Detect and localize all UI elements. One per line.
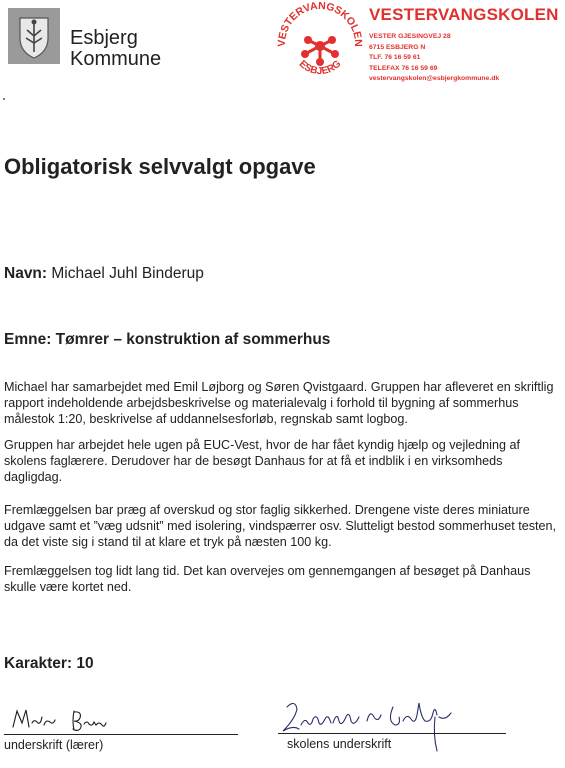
school-signature-label: skolens underskrift (287, 737, 392, 751)
school-address-line1: VESTER GJESINGVEJ 28 (369, 33, 451, 40)
school-handwritten-signature (275, 695, 465, 761)
assessment-paragraph-3: Fremlæggelsen bar præg af overskud og stor faglig sikkerhed. Drengene viste deres miniature udgave samt et ”væg udsnit” med isolering, vindspærrer osv. Slutteligt bestod sommerhuset testen, da det viste sig i stand til at klare et tryk på næsten 100 kg. (4, 503, 557, 549)
school-phone: TLF. 76 16 59 61 (369, 54, 421, 61)
assessment-paragraph-2: Gruppen har arbejdet hele ugen på EUC-Vest, hvor de har fået kyndig hjælp og vejledning af skolens faglærere. Derudover har de besøgt Danhaus for at få et indblik i en virksomheds dagligdag. (4, 438, 520, 484)
school-letterhead (369, 5, 559, 85)
teacher-handwritten-signature (8, 703, 118, 735)
vestervangskolen-seal-logo (275, 2, 365, 82)
subject-heading: Emne: Tømrer – konstruktion af sommerhus (4, 331, 331, 348)
school-fax: TELEFAX 76 16 59 69 (369, 64, 438, 72)
document-title: Obligatorisk selvvalgt opgave (4, 154, 316, 179)
grade: Karakter: 10 (4, 655, 94, 672)
municipality-name-line1: Esbjerg (70, 27, 138, 49)
student-name-line (4, 265, 204, 283)
seal-bottom-text: ESBJERG (296, 58, 344, 78)
municipality-name (70, 28, 161, 70)
seal-top-text: VESTERVANGSKOLEN (275, 2, 365, 47)
esbjerg-kommune-crest-logo (8, 8, 60, 64)
student-name: Michael Juhl Binderup (51, 265, 204, 282)
teacher-signature-line (4, 734, 238, 735)
name-label: Navn: (4, 265, 48, 282)
assessment-paragraph-1: Michael har samarbejdet med Emil Løjborg og Søren Qvistgaard. Gruppen har afleveret en skriftlig rapport indeholdende arbejdsbeskrivelse og materialevalg i forhold til bygning af sommerhus målestok 1:20, beskrivelse af uddannelsesforløb, regnskab samt logbog. (4, 380, 554, 426)
school-email: vestervangskolen@esbjergkommune.dk (369, 75, 500, 82)
school-signature-line (278, 733, 506, 734)
svg-text:VESTERVANGSKOLEN (276, 2, 364, 47)
municipality-name-line2: Kommune (70, 48, 162, 70)
stray-mark (3, 98, 5, 100)
teacher-signature-label: underskrift (lærer) (4, 738, 104, 752)
school-name: VESTERVANGSKOLEN (369, 5, 559, 24)
assessment-paragraph-4: Fremlæggelsen tog lidt lang tid. Det kan overvejes om gennemgangen af besøget på Danhaus skulle være kortet ned. (4, 564, 531, 594)
school-address-line2: 6715 ESBJERG N (369, 43, 426, 51)
